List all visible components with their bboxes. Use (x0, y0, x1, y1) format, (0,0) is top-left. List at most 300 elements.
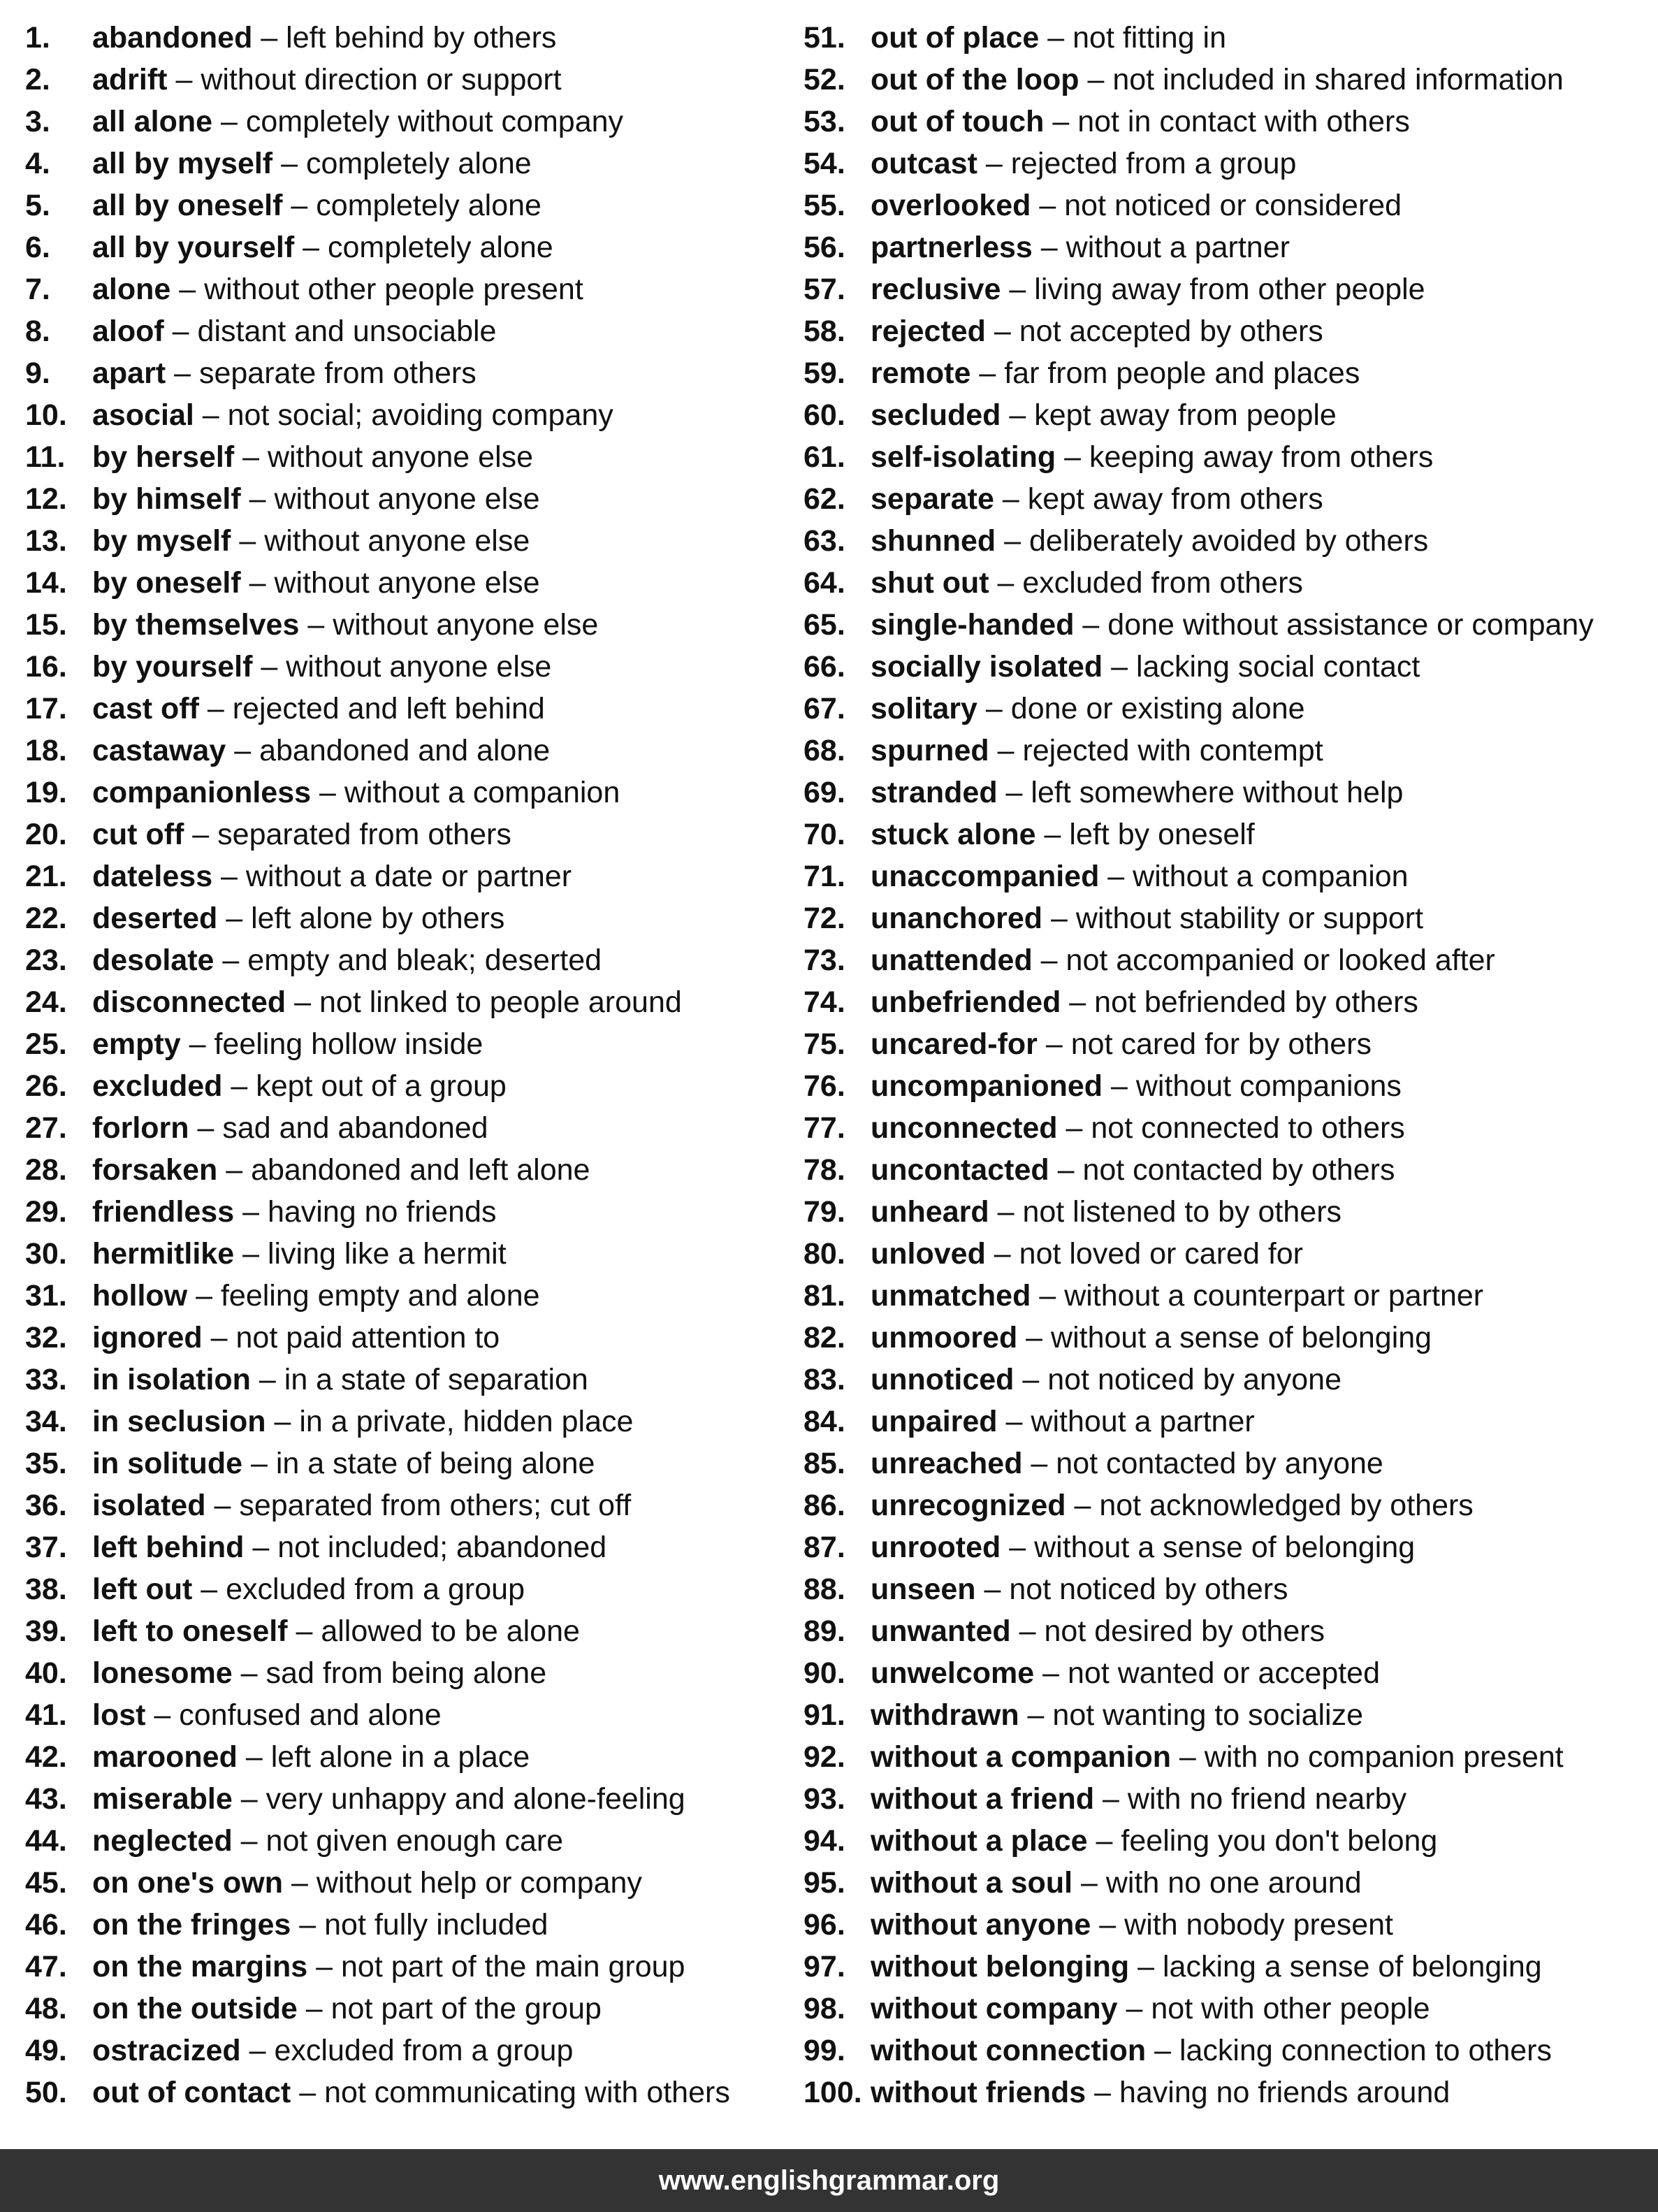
list-item (25, 855, 794, 897)
list-item (803, 1904, 1652, 1946)
item-number: 72. (803, 902, 845, 935)
list-item (803, 562, 1652, 604)
item-text (92, 1023, 483, 1065)
item-separator: – (242, 1447, 276, 1480)
item-number: 14. (25, 566, 67, 600)
item-text (92, 352, 477, 394)
item-definition: without a partner (1066, 231, 1290, 264)
item-word: spurned (871, 734, 989, 767)
item-word: lost (92, 1698, 146, 1732)
item-text (92, 939, 602, 981)
list-item (803, 1233, 1652, 1275)
item-separator: – (194, 398, 228, 432)
item-text (92, 730, 550, 772)
item-word: without anyone (871, 1908, 1091, 1942)
list-item (25, 562, 794, 604)
item-word: unreached (871, 1447, 1023, 1480)
item-definition: not social; avoiding company (227, 398, 613, 432)
item-separator: – (291, 1908, 325, 1942)
item-text (871, 17, 1226, 59)
item-word: unpaired (871, 1405, 998, 1438)
item-text (871, 185, 1402, 226)
item-word: uncompanioned (871, 1069, 1103, 1103)
item-definition: done or existing alone (1010, 692, 1305, 725)
item-number: 99. (803, 2034, 845, 2067)
item-word: unanchored (871, 902, 1043, 935)
item-number: 80. (803, 1237, 845, 1271)
item-separator: – (226, 734, 260, 767)
item-word: uncontacted (871, 1153, 1049, 1187)
item-separator: – (232, 1824, 266, 1858)
item-definition: having no friends (267, 1195, 497, 1229)
item-definition: without stability or support (1075, 902, 1424, 935)
list-item (25, 226, 794, 268)
item-definition: without help or company (316, 1866, 642, 1900)
list-item (25, 1610, 794, 1652)
item-separator: – (167, 63, 201, 96)
item-definition: not linked to people around (319, 985, 682, 1019)
list-item (25, 897, 794, 939)
item-number: 47. (25, 1950, 67, 1983)
item-definition: with no companion present (1204, 1740, 1564, 1774)
item-text (871, 1107, 1405, 1149)
item-text (92, 59, 562, 101)
list-item (803, 1443, 1652, 1484)
item-definition: kept away from people (1034, 398, 1337, 432)
item-separator: – (975, 1573, 1010, 1606)
item-separator: – (1103, 650, 1137, 684)
item-text (92, 688, 545, 730)
item-definition: empty and bleak; deserted (247, 944, 602, 977)
item-number: 84. (803, 1405, 845, 1438)
item-number: 65. (803, 608, 845, 642)
list-item (25, 772, 794, 814)
item-number: 51. (803, 21, 845, 55)
list-item (803, 1568, 1652, 1610)
item-number: 85. (803, 1447, 845, 1480)
item-number: 3. (25, 105, 50, 138)
item-definition: without a date or partner (245, 860, 572, 893)
item-word: miserable (92, 1782, 233, 1816)
item-separator: – (1022, 1447, 1056, 1480)
item-definition: sad from being alone (266, 1656, 547, 1690)
item-definition: without a companion (344, 776, 620, 809)
item-word: overlooked (871, 189, 1031, 222)
item-separator: – (1031, 189, 1065, 222)
list-item (25, 1652, 794, 1694)
item-word: dateless (92, 860, 213, 893)
item-separator: – (1032, 944, 1066, 977)
item-text (92, 1484, 631, 1526)
item-definition: not noticed by others (1009, 1573, 1288, 1606)
list-item (25, 352, 794, 394)
item-separator: – (1035, 818, 1070, 851)
item-text (92, 1275, 540, 1317)
item-word: abandoned (92, 21, 253, 55)
item-number: 29. (25, 1195, 67, 1229)
item-word: disconnected (92, 985, 286, 1019)
list-item (25, 478, 794, 520)
item-definition: not acknowledged by others (1099, 1489, 1474, 1522)
item-definition: living away from other people (1034, 273, 1425, 306)
item-word: unwelcome (871, 1656, 1035, 1690)
item-text (92, 855, 572, 897)
list-item (803, 1401, 1652, 1443)
item-number: 96. (803, 1908, 845, 1942)
item-number: 66. (803, 650, 845, 684)
item-text (871, 1023, 1372, 1065)
list-item (803, 1107, 1652, 1149)
item-definition: without anyone else (267, 440, 534, 474)
footer-bar (0, 2149, 1658, 2212)
item-word: friendless (92, 1195, 235, 1229)
item-definition: rejected and left behind (232, 692, 545, 725)
item-text (871, 1149, 1395, 1191)
item-separator: – (184, 818, 218, 851)
item-separator: – (1001, 398, 1035, 432)
item-definition: feeling hollow inside (214, 1027, 483, 1061)
item-separator: – (1079, 63, 1113, 96)
item-text (871, 1317, 1432, 1359)
list-item (25, 59, 794, 101)
item-word: asocial (92, 398, 194, 432)
item-word: unmatched (871, 1279, 1031, 1313)
item-definition: feeling you don't belong (1121, 1824, 1438, 1858)
list-item (803, 1149, 1652, 1191)
item-word: marooned (92, 1740, 238, 1774)
item-word: empty (92, 1027, 181, 1061)
list-item (803, 688, 1652, 730)
item-number: 90. (803, 1656, 845, 1690)
item-text (92, 143, 532, 185)
item-separator: – (1010, 1614, 1045, 1648)
item-definition: without anyone else (274, 566, 540, 600)
item-definition: keeping away from others (1089, 440, 1434, 474)
item-number: 49. (25, 2034, 67, 2067)
item-text (871, 352, 1360, 394)
list-item (25, 1317, 794, 1359)
item-definition: without companions (1135, 1069, 1402, 1103)
item-text (92, 1946, 685, 1988)
item-separator: – (163, 315, 198, 348)
item-word: outcast (871, 147, 977, 180)
item-separator: – (299, 608, 333, 642)
item-word: out of place (871, 21, 1040, 55)
item-word: uncared-for (871, 1027, 1038, 1061)
item-word: all by myself (92, 147, 273, 180)
item-text (92, 1149, 590, 1191)
item-text (92, 1443, 595, 1484)
item-text (871, 1736, 1564, 1778)
item-word: left behind (92, 1531, 245, 1564)
item-number: 42. (25, 1740, 67, 1774)
item-text (871, 1862, 1362, 1904)
item-word: remote (871, 356, 971, 390)
item-definition: having no friends around (1119, 2076, 1450, 2109)
item-word: castaway (92, 734, 226, 767)
item-definition: lacking a sense of belonging (1163, 1950, 1542, 1983)
list-item (25, 1694, 794, 1736)
item-separator: – (282, 189, 317, 222)
item-definition: not included; abandoned (277, 1531, 607, 1564)
list-item (803, 1736, 1652, 1778)
item-definition: left somewhere without help (1031, 776, 1404, 809)
item-separator: – (1057, 1111, 1091, 1145)
list-item (803, 1694, 1652, 1736)
item-word: left to oneself (92, 1614, 288, 1648)
item-definition: excluded from a group (226, 1573, 525, 1606)
item-text (92, 1862, 642, 1904)
item-separator: – (212, 105, 246, 138)
item-number: 68. (803, 734, 845, 767)
item-text (92, 101, 623, 143)
item-word: without friends (871, 2076, 1086, 2109)
list-item (803, 268, 1652, 310)
item-number: 18. (25, 734, 67, 767)
item-number: 62. (803, 482, 845, 516)
list-item (25, 1191, 794, 1233)
list-item (25, 646, 794, 688)
item-definition: not noticed or considered (1064, 189, 1402, 222)
list-item (25, 1275, 794, 1317)
item-text (92, 1233, 507, 1275)
list-item (803, 1946, 1652, 1988)
item-definition: in a state of separation (284, 1363, 588, 1396)
item-word: in seclusion (92, 1405, 266, 1438)
item-text (871, 1778, 1406, 1820)
item-number: 32. (25, 1321, 67, 1354)
item-definition: not fitting in (1072, 21, 1227, 55)
list-item (25, 1988, 794, 2030)
item-number: 45. (25, 1866, 67, 1900)
item-definition: without a sense of belonging (1034, 1531, 1416, 1564)
item-separator: – (1039, 21, 1073, 55)
item-word: without a place (871, 1824, 1088, 1858)
list-item (803, 897, 1652, 939)
item-word: companionless (92, 776, 312, 809)
item-definition: excluded from a group (274, 2034, 574, 2067)
item-text (92, 814, 511, 855)
item-number: 59. (803, 356, 845, 390)
list-item (803, 1275, 1652, 1317)
item-number: 17. (25, 692, 67, 725)
item-text (92, 1778, 685, 1820)
list-item (803, 646, 1652, 688)
item-word: without connection (871, 2034, 1147, 2067)
item-separator: – (232, 1782, 266, 1816)
item-word: hermitlike (92, 1237, 235, 1271)
item-word: out of contact (92, 2076, 291, 2109)
item-word: unheard (871, 1195, 989, 1229)
item-text (871, 520, 1428, 562)
item-separator: – (234, 1195, 268, 1229)
item-separator: – (286, 985, 319, 1019)
item-word: cut off (92, 818, 184, 851)
item-separator: – (166, 356, 199, 390)
item-word: adrift (92, 63, 168, 96)
item-number: 87. (803, 1531, 845, 1564)
list-item (25, 1023, 794, 1065)
item-number: 13. (25, 524, 67, 558)
list-item (803, 1526, 1652, 1568)
list-item (25, 730, 794, 772)
item-text (92, 268, 583, 310)
item-definition: not loved or cared for (1019, 1237, 1303, 1271)
item-number: 38. (25, 1573, 67, 1606)
list-item (803, 1988, 1652, 2030)
item-number: 6. (25, 231, 50, 264)
list-item (803, 1652, 1652, 1694)
item-text (871, 2030, 1552, 2072)
item-number: 55. (803, 189, 845, 222)
list-item (803, 604, 1652, 646)
item-definition: not with other people (1151, 1992, 1430, 2025)
list-item (25, 17, 794, 59)
item-number: 97. (803, 1950, 845, 1983)
item-word: separate (871, 482, 994, 516)
item-definition: completely alone (327, 231, 553, 264)
item-separator: – (1056, 440, 1090, 474)
item-definition: lacking social contact (1136, 650, 1420, 684)
item-number: 77. (803, 1111, 845, 1145)
list-item (25, 1484, 794, 1526)
item-word: ignored (92, 1321, 203, 1354)
list-item (803, 478, 1652, 520)
item-word: by himself (92, 482, 241, 516)
item-text (92, 1988, 602, 2030)
item-word: stranded (871, 776, 998, 809)
item-number: 52. (803, 63, 845, 96)
item-number: 41. (25, 1698, 67, 1732)
item-separator: – (192, 1573, 226, 1606)
item-word: by herself (92, 440, 235, 474)
item-separator: – (1170, 1740, 1205, 1774)
item-number: 33. (25, 1363, 67, 1396)
item-word: without a companion (871, 1740, 1171, 1774)
item-word: in solitude (92, 1447, 242, 1480)
item-word: without belonging (871, 1950, 1130, 1983)
list-item (803, 2072, 1652, 2113)
item-word: deserted (92, 902, 218, 935)
item-separator: – (222, 1069, 256, 1103)
item-number: 74. (803, 985, 845, 1019)
item-definition: completely without company (245, 105, 624, 138)
item-separator: – (205, 1489, 240, 1522)
item-definition: without a sense of belonging (1051, 1321, 1432, 1354)
item-definition: in a state of being alone (275, 1447, 595, 1480)
item-number: 23. (25, 944, 67, 977)
item-word: neglected (92, 1824, 233, 1858)
item-word: forlorn (92, 1111, 189, 1145)
item-definition: feeling empty and alone (220, 1279, 540, 1313)
item-word: unwanted (871, 1614, 1011, 1648)
item-word: unattended (871, 944, 1033, 977)
item-text (871, 646, 1420, 688)
footer-website: www.englishgrammar.org (658, 2164, 1000, 2196)
item-text (92, 1107, 488, 1149)
item-word: unseen (871, 1573, 976, 1606)
list-item (25, 310, 794, 352)
list-item (803, 1862, 1652, 1904)
item-separator: – (1099, 860, 1133, 893)
item-definition: sad and abandoned (222, 1111, 488, 1145)
item-definition: without anyone else (274, 482, 540, 516)
left-column (25, 17, 794, 2113)
item-number: 44. (25, 1824, 67, 1858)
item-text (871, 1694, 1363, 1736)
item-definition: with nobody present (1124, 1908, 1393, 1942)
item-number: 22. (25, 902, 67, 935)
item-definition: not contacted by anyone (1056, 1447, 1383, 1480)
item-separator: – (217, 902, 252, 935)
item-word: out of touch (871, 105, 1045, 138)
item-text (871, 59, 1564, 101)
item-separator: – (250, 1363, 284, 1396)
item-separator: – (1117, 1992, 1151, 2025)
item-definition: not befriended by others (1094, 985, 1418, 1019)
item-number: 50. (25, 2076, 67, 2109)
item-word: on the fringes (92, 1908, 291, 1942)
list-item (803, 436, 1652, 478)
item-separator: – (307, 1950, 342, 1983)
item-separator: – (989, 1195, 1023, 1229)
item-text (871, 2072, 1450, 2113)
item-separator: – (214, 944, 248, 977)
item-separator: – (240, 566, 275, 600)
item-text (92, 897, 504, 939)
item-definition: not part of the main group (341, 1950, 685, 1983)
item-number: 15. (25, 608, 67, 642)
list-item (25, 1778, 794, 1820)
item-definition: without anyone else (264, 524, 530, 558)
item-definition: separate from others (198, 356, 477, 390)
item-text (92, 1359, 588, 1401)
item-word: forsaken (92, 1153, 218, 1187)
item-text (871, 1526, 1415, 1568)
item-number: 94. (803, 1824, 845, 1858)
item-word: without a soul (871, 1866, 1073, 1900)
list-item (803, 814, 1652, 855)
item-number: 40. (25, 1656, 67, 1690)
item-definition: with no one around (1105, 1866, 1362, 1900)
list-item (25, 604, 794, 646)
item-separator: – (240, 482, 275, 516)
item-separator: – (1032, 231, 1066, 264)
item-definition: deliberately avoided by others (1028, 524, 1429, 558)
item-number: 93. (803, 1782, 845, 1816)
item-definition: kept away from others (1027, 482, 1323, 516)
list-item (803, 855, 1652, 897)
item-text (871, 855, 1409, 897)
item-word: unbefriended (871, 985, 1061, 1019)
list-item (25, 939, 794, 981)
list-item (803, 59, 1652, 101)
item-word: unrooted (871, 1531, 1001, 1564)
item-separator: – (145, 1698, 180, 1732)
item-number: 36. (25, 1489, 67, 1522)
item-separator: – (989, 566, 1023, 600)
item-definition: abandoned and left alone (251, 1153, 590, 1187)
item-text (871, 310, 1323, 352)
item-separator: – (170, 273, 205, 306)
list-item (25, 981, 794, 1023)
item-definition: in a private, hidden place (299, 1405, 634, 1438)
item-number: 75. (803, 1027, 845, 1061)
item-text (871, 688, 1305, 730)
item-word: on the outside (92, 1992, 298, 2025)
item-text (871, 1191, 1341, 1233)
item-definition: not cared for by others (1070, 1027, 1372, 1061)
